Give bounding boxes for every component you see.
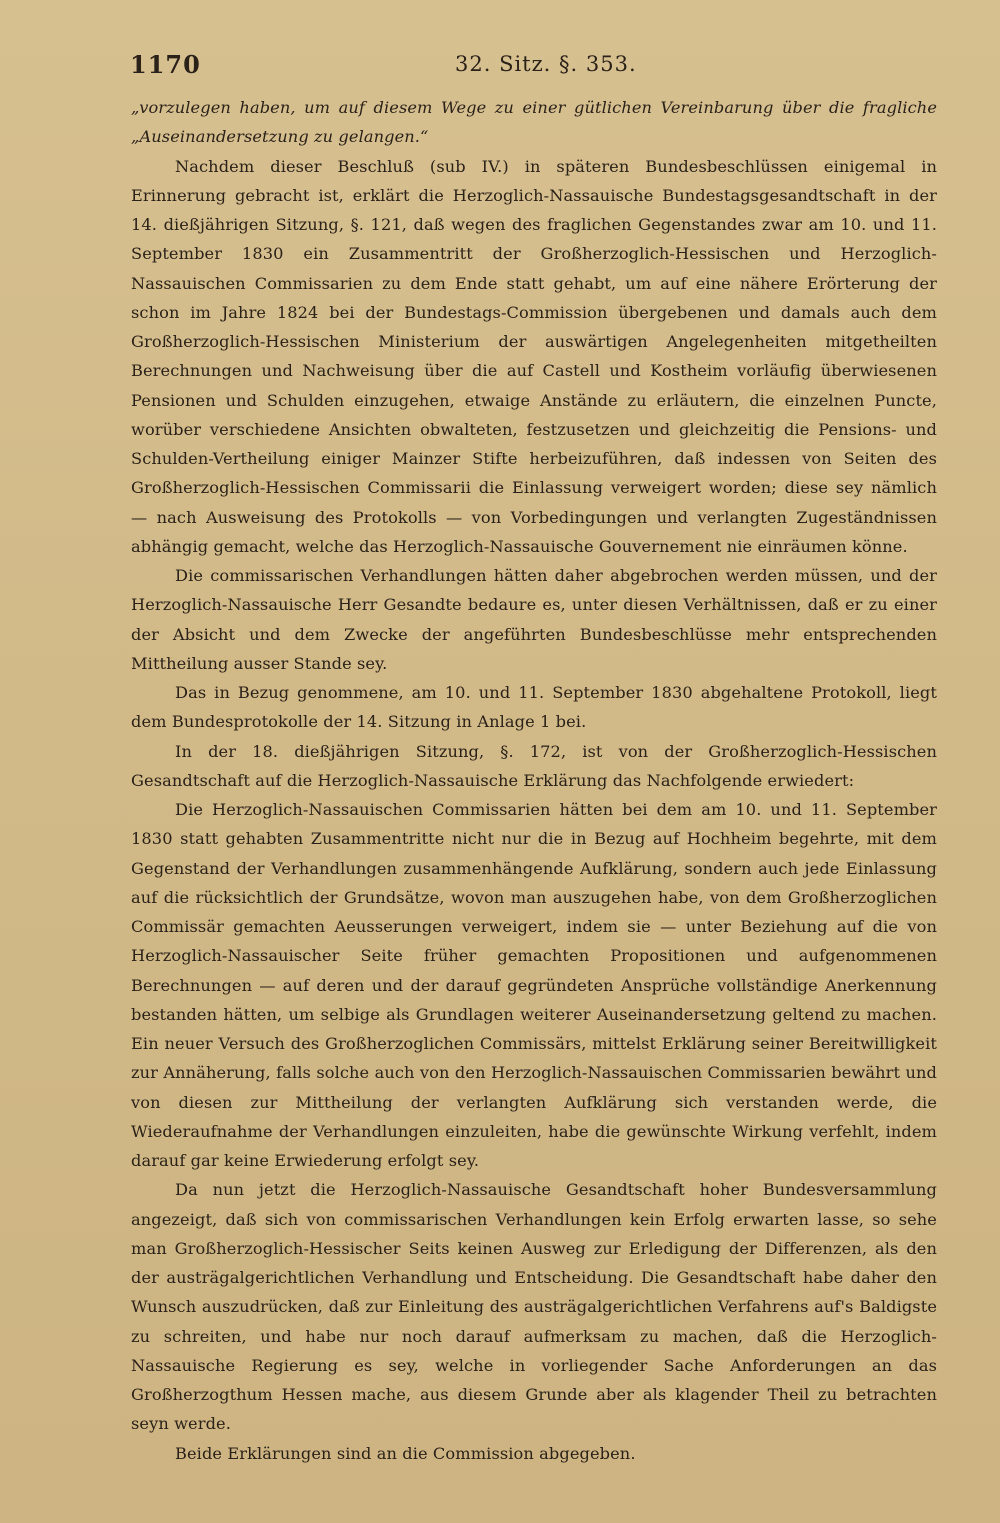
body-text — [131, 93, 937, 1468]
paragraph: Die commissarischen Verhandlungen hätten daher abgebrochen werden müssen, und der Herzoglich-Nassauische Herr Gesandte bedaure es, unter diesen Verhältnissen, daß er zu einer der Absicht und dem Zwecke der angeführten Bundesbeschlüsse mehr entsprechenden Mittheilung ausser Stande sey. — [131, 566, 937, 673]
paragraph: Beide Erklärungen sind an die Commission abgegeben. — [175, 1443, 636, 1463]
quoted-paragraph: „vorzulegen haben, um auf diesem Wege zu einer gütlichen Vereinbarung über die fragliche „Auseinandersetzung zu gelangen.“ — [131, 98, 937, 147]
paragraph: In der 18. dießjährigen Sitzung, §. 172, ist von der Großherzoglich-Hessischen Gesandtschaft auf die Herzoglich-Nassauische Erklärung das Nachfolgende erwiedert: — [131, 741, 937, 790]
paragraph: Nachdem dieser Beschluß (sub IV.) in späteren Bundesbeschlüssen einigemal in Erinnerung gebracht ist, erklärt die Herzoglich-Nassauische Bundestagsgesandtschaft in der 14. dießjährigen Sitzung, §. 121, daß wegen des fraglichen Gegenstandes zwar am 10. und 11. September 1830 ein Zusammentritt der Großherzoglich-Hessischen und Herzoglich-Nassauischen Commissarien zu dem Ende statt gehabt, um auf eine nähere Erörterung der schon im Jahre 1824 bei der Bundestags-Commission übergebenen und damals auch dem Großherzoglich-Hessischen Ministerium der auswärtigen Angelegenheiten mitgetheilten Berechnungen und Nachweisung über die auf Castell und Kostheim vorläufig überwiesenen Pensionen und Schulden einzugehen, etwaige Anstände zu erläutern, die einzelnen Puncte, worüber verschiedene Ansichten obwalteten, festzusetzen und gleichzeitig die Pensions- und Schulden-Vertheilung einiger Mainzer Stifte herbeizuführen, daß indessen von Seiten des Großherzoglich-Hessischen Commissarii die Einlassung verweigert worden; diese sey nämlich — nach Ausweisung des Protokolls — von Vorbedingungen und verlangten Zugeständnissen abhängig gemacht, welche das Herzoglich-Nassauische Gouvernement nie einräumen könne. — [131, 156, 937, 556]
page-number: 1170 — [130, 50, 201, 79]
page-header — [130, 50, 940, 90]
paragraph: Die Herzoglich-Nassauischen Commissarien hätten bei dem am 10. und 11. September 1830 statt gehabten Zusammentritte nicht nur die in Bezug auf Hochheim begehrte, mit dem Gegenstand der Verhandlungen zusammenhängende Aufklärung, sondern auch jede Einlassung auf die rücksichtlich der Grundsätze, wovon man auszugehen habe, von dem Großherzoglichen Commissär gemachten Aeusserungen verweigert, indem sie — unter Beziehung auf die von Herzoglich-Nassauischer Seite früher gemachten Propositionen und aufgenommenen Berechnungen — auf deren und der darauf gegründeten Ansprüche vollständige Anerkennung bestanden hätten, um selbige als Grundlagen weiterer Auseinandersetzung geltend zu machen. Ein neuer Versuch des Großherzoglichen Commissärs, mittelst Erklärung seiner Bereitwilligkeit zur Annäherung, falls solche auch von den Herzoglich-Nassauischen Commissarien bewährt und von diesen zur Mittheilung der verlangten Aufklärung sich verstanden werde, die Wiederaufnahme der Verhandlungen einzuleiten, habe die gewünschte Wirkung verfehlt, indem darauf gar keine Erwiederung erfolgt sey. — [131, 800, 937, 1170]
paragraph: Das in Bezug genommene, am 10. und 11. September 1830 abgehaltene Protokoll, liegt dem Bundesprotokolle der 14. Sitzung in Anlage 1 bei. — [131, 683, 937, 732]
paragraph: Da nun jetzt die Herzoglich-Nassauische Gesandtschaft hoher Bundesversammlung angezeigt, daß sich von commissarischen Verhandlungen kein Erfolg erwarten lasse, so sehe man Großherzoglich-Hessischer Seits keinen Ausweg zur Erledigung der Differenzen, als den der austrägalgerichtlichen Verhandlung und Entscheidung. Die Gesandtschaft habe daher den Wunsch auszudrücken, daß zur Einleitung des austrägalgerichtlichen Verfahrens auf's Baldigste zu schreiten, und habe nur noch darauf aufmerksam zu machen, daß die Herzoglich-Nassauische Regierung es sey, welche in vorliegender Sache Anforderungen an das Großherzogthum Hessen mache, aus diesem Grunde aber als klagender Theil zu betrachten seyn werde. — [131, 1180, 937, 1434]
running-head: 32. Sitz. §. 353. — [455, 52, 637, 76]
